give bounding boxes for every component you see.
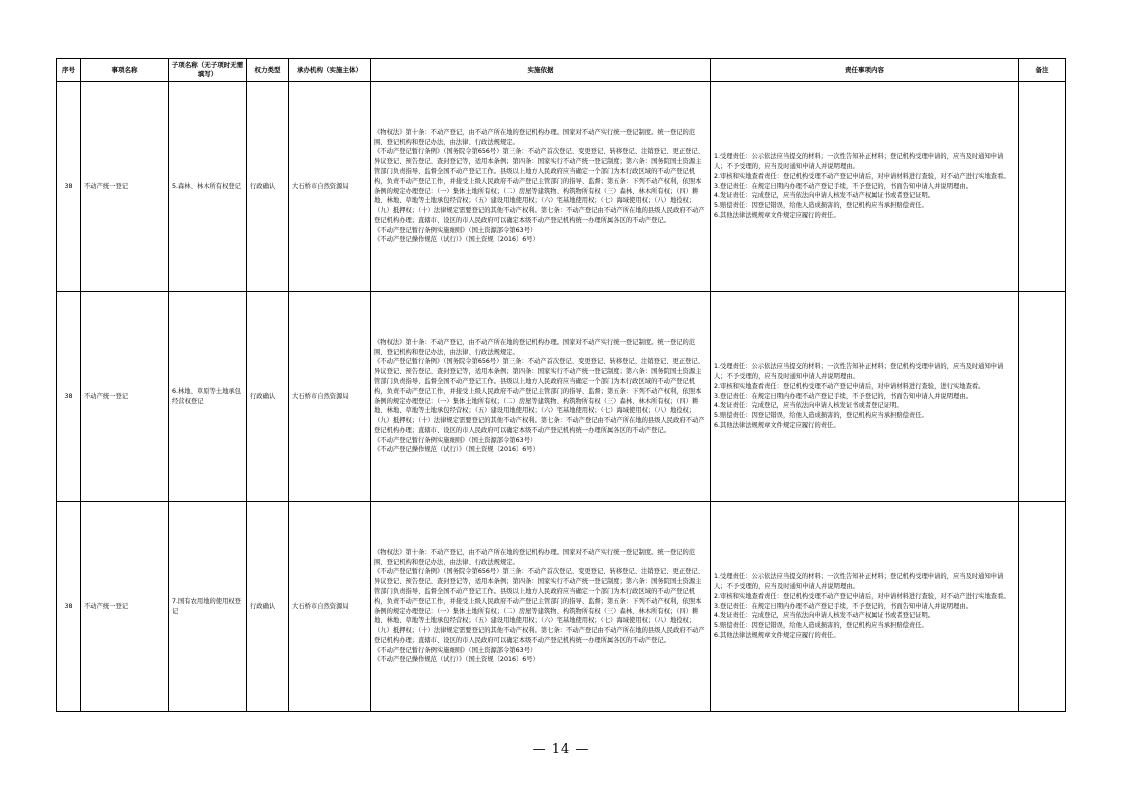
header-power-type: 权力类型 bbox=[247, 59, 289, 82]
table-row bbox=[57, 502, 1066, 712]
power-list-table bbox=[56, 58, 1066, 712]
cell-remarks bbox=[1019, 82, 1066, 292]
cell-seq: 38 bbox=[57, 82, 81, 292]
cell-responsibility: 1.受理责任：公示依法应当提交的材料；一次性告知补正材料；登记机构受理申请的，应当及时通知申请人；不予受理的，应当及时通知申请人并说明理由。 2.审核和实地查看责任：登记机构受理不动产登记申请后，对申请材料进行查验，对不动产进行实地查看。 3.登记责任：在规定日期内办理不动产登记手续，不予登记的，书面告知申请人并说明理由。 4.发证责任：完成登记，应当依法向申请人核发不动产权属证书或者登记证明。 5.赔偿责任：因登记错误，给他人造成损害的，登记机构应当承担赔偿责任。 6.其他法律法规规章文件规定应履行的责任。 bbox=[711, 502, 1019, 712]
cell-seq: 38 bbox=[57, 292, 81, 502]
cell-sub-item: 7.国有农用地的使用权登记 bbox=[169, 502, 247, 712]
cell-power-type: 行政确认 bbox=[247, 502, 289, 712]
cell-agency: 大石桥市自然资源局 bbox=[289, 82, 371, 292]
cell-remarks bbox=[1019, 502, 1066, 712]
cell-sub-item: 6.林地、草原等土地承包经营权登记 bbox=[169, 292, 247, 502]
header-agency: 承办机构（实施主体） bbox=[289, 59, 371, 82]
header-sub-item: 子项名称（无子项时无需填写） bbox=[169, 59, 247, 82]
cell-basis: 《物权法》第十条：不动产登记，由不动产所在地的登记机构办理。国家对不动产实行统一登记制度。统一登记的范围、登记机构和登记办法，由法律、行政法规规定。 《不动产登记暂行条例》（国务院令第656号）第三条：不动产首次登记、变更登记、转移登记、注销登记、更正登记、异议登记、预告登记、查封登记等，适用本条例；第四条：国家实行不动产统一登记制度；第六条：国务院国土资源主管部门负责指导、监督全国不动产登记工作。县级以上地方人民政府应当确定一个部门为本行政区域的不动产登记机构，负责不动产登记工作，并接受上级人民政府不动产登记主管部门的指导、监督；第五条：下列不动产权利，依照本条例的规定办理登记：（一）集体土地所有权；（二）房屋等建筑物、构筑物所有权（三）森林、林木所有权；（四）耕地、林地、草地等土地承包经营权；（五）建设用地使用权；（六）宅基地使用权；（七）海域使用权；（八）地役权；（九）抵押权；（十）法律规定需要登记的其他不动产权利。第七条：不动产登记由不动产所在地的县级人民政府不动产登记机构办理；直辖市、设区的市人民政府可以确定本级不动产登记机构统一办理所属各区的不动产登记。 《不动产登记暂行条例实施细则》（国土资源部令第63号） 《不动产登记操作规范（试行）》（国土资规〔2016〕6号） bbox=[371, 82, 711, 292]
table-row bbox=[57, 292, 1066, 502]
header-seq: 序号 bbox=[57, 59, 81, 82]
cell-remarks bbox=[1019, 292, 1066, 502]
cell-agency: 大石桥市自然资源局 bbox=[289, 502, 371, 712]
cell-sub-item: 5.森林、林木所有权登记 bbox=[169, 82, 247, 292]
cell-agency: 大石桥市自然资源局 bbox=[289, 292, 371, 502]
cell-power-type: 行政确认 bbox=[247, 292, 289, 502]
cell-seq: 38 bbox=[57, 502, 81, 712]
cell-responsibility: 1.受理责任：公示依法应当提交的材料；一次性告知补正材料；登记机构受理申请的，应当及时通知申请人；不予受理的，应当及时通知申请人并说明理由。 2.审核和实地查看责任：登记机构受理不动产登记申请后，对申请材料进行查验，进行实地查看。 3.登记责任：在规定日期内办理不动产登记手续，不予登记的，书面告知申请人并说明理由。 4.发证责任：完成登记，应当依法向申请人核发证书或者登记证明。 5.赔偿责任：因登记错误，给他人造成损害的，登记机构应当承担赔偿责任。 6.其他法律法规规章文件规定应履行的责任。 bbox=[711, 292, 1019, 502]
header-remarks: 备注 bbox=[1019, 59, 1066, 82]
cell-power-type: 行政确认 bbox=[247, 82, 289, 292]
cell-basis: 《物权法》第十条：不动产登记，由不动产所在地的登记机构办理。国家对不动产实行统一登记制度。统一登记的范围、登记机构和登记办法，由法律、行政法规规定。 《不动产登记暂行条例》（国务院令第656号）第三条：不动产首次登记、变更登记、转移登记、注销登记、更正登记、异议登记、预告登记、查封登记等，适用本条例；第四条：国家实行不动产统一登记制度；第六条：国务院国土资源主管部门负责指导、监督全国不动产登记工作。县级以上地方人民政府应当确定一个部门为本行政区域的不动产登记机构，负责不动产登记工作，并接受上级人民政府不动产登记主管部门的指导、监督；第五条：下列不动产权利，依照本条例的规定办理登记：（一）集体土地所有权；（二）房屋等建筑物、构筑物所有权（三）森林、林木所有权；（四）耕地、林地、草地等土地承包经营权；（五）建设用地使用权；（六）宅基地使用权；（七）海域使用权；（八）地役权；（九）抵押权；（十）法律规定需要登记的其他不动产权利。第七条：不动产登记由不动产所在地的县级人民政府不动产登记机构办理；直辖市、设区的市人民政府可以确定本级不动产登记机构统一办理所属各区的不动产登记。 《不动产登记暂行条例实施细则》（国土资源部令第63号） 《不动产登记操作规范（试行）》（国土资规〔2016〕6号） bbox=[371, 502, 711, 712]
header-responsibility: 责任事项内容 bbox=[711, 59, 1019, 82]
header-basis: 实施依据 bbox=[371, 59, 711, 82]
cell-item-name: 不动产统一登记 bbox=[81, 82, 169, 292]
cell-item-name: 不动产统一登记 bbox=[81, 502, 169, 712]
cell-basis: 《物权法》第十条：不动产登记，由不动产所在地的登记机构办理。国家对不动产实行统一登记制度。统一登记的范围、登记机构和登记办法，由法律、行政法规规定。 《不动产登记暂行条例》（国务院令第656号）第三条：不动产首次登记、变更登记、转移登记、注销登记、更正登记、异议登记、预告登记、查封登记等，适用本条例；第四条：国家实行不动产统一登记制度；第六条：国务院国土资源主管部门负责指导、监督全国不动产登记工作。县级以上地方人民政府应当确定一个部门为本行政区域的不动产登记机构，负责不动产登记工作，并接受上级人民政府不动产登记主管部门的指导、监督；第五条：下列不动产权利，依照本条例的规定办理登记：（一）集体土地所有权；（二）房屋等建筑物、构筑物所有权（三）森林、林木所有权；（四）耕地、林地、草地等土地承包经营权；（五）建设用地使用权；（六）宅基地使用权；（七）海域使用权；（八）地役权；（九）抵押权；（十）法律规定需要登记的其他不动产权利。第七条：不动产登记由不动产所在地的县级人民政府不动产登记机构办理；直辖市、设区的市人民政府可以确定本级不动产登记机构统一办理所属各区的不动产登记。 《不动产登记暂行条例实施细则》（国土资源部令第63号） 《不动产登记操作规范（试行）》（国土资规〔2016〕6号） bbox=[371, 292, 711, 502]
table-header-row bbox=[57, 59, 1066, 82]
header-item-name: 事项名称 bbox=[81, 59, 169, 82]
page-number: — 14 — bbox=[532, 742, 590, 757]
cell-item-name: 不动产统一登记 bbox=[81, 292, 169, 502]
cell-responsibility: 1.受理责任：公示依法应当提交的材料；一次性告知补正材料；登记机构受理申请的，应当及时通知申请人；不予受理的，应当及时通知申请人并说明理由。 2.审核和实地查看责任：登记机构受理不动产登记申请后，对申请材料进行查验，对不动产进行实地查看。 3.登记责任：在规定日期内办理不动产登记手续，不予登记的，书面告知申请人并说明理由。 4.发证责任：完成登记，应当依法向申请人核发不动产权属证书或者登记证明。 5.赔偿责任：因登记错误，给他人造成损害的，登记机构应当承担赔偿责任。 6.其他法律法规规章文件规定应履行的责任。 bbox=[711, 82, 1019, 292]
table-row bbox=[57, 82, 1066, 292]
